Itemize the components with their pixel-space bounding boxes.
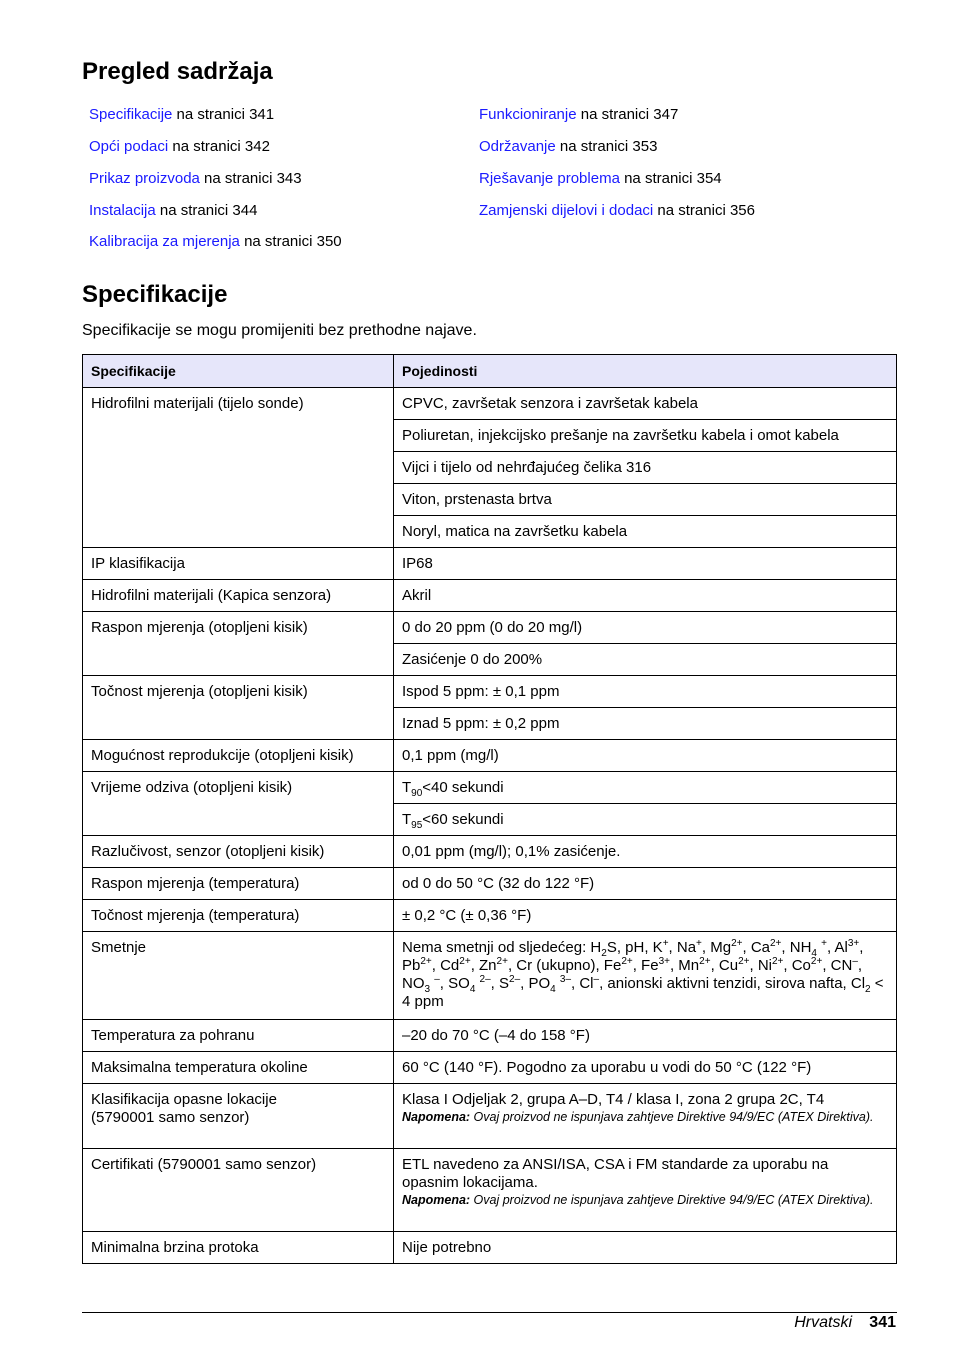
toc-link-rjesavanje-problema[interactable]: Rješavanje problema bbox=[479, 170, 620, 187]
spec-name: Raspon mjerenja (temperatura) bbox=[83, 868, 394, 900]
spec-name: Razlučivost, senzor (otopljeni kisik) bbox=[83, 836, 394, 868]
interference-text: , anionski aktivni tenzidi, sirova nafta, Cl bbox=[599, 975, 866, 992]
spec-name-line: (5790001 samo senzor) bbox=[91, 1109, 250, 1126]
table-row bbox=[83, 612, 897, 644]
spec-detail bbox=[394, 804, 897, 836]
interference-text: , CN bbox=[822, 957, 853, 974]
spec-name-line: Klasifikacija opasne lokacije bbox=[91, 1091, 277, 1108]
toc-item bbox=[89, 106, 274, 123]
detail-text: <60 sekundi bbox=[422, 811, 504, 828]
table-row bbox=[83, 548, 897, 580]
table-row bbox=[83, 1020, 897, 1052]
spec-intro: Specifikacije se mogu promijeniti bez prethodne najave. bbox=[82, 322, 477, 339]
superscript: 2+ bbox=[459, 956, 471, 967]
interference-text: , Cd bbox=[431, 957, 460, 974]
superscript: 2+ bbox=[770, 938, 782, 949]
superscript: 2+ bbox=[810, 956, 823, 967]
subscript: 2 bbox=[601, 948, 607, 959]
superscript: 2+ bbox=[420, 956, 432, 967]
table-row bbox=[83, 388, 897, 420]
spec-name: Temperatura za pohranu bbox=[83, 1020, 394, 1052]
table-row bbox=[83, 1232, 897, 1264]
interference-text: , Pb bbox=[402, 939, 864, 974]
table-row bbox=[83, 740, 897, 772]
spec-name: Hidrofilni materijali (tijelo sonde) bbox=[83, 388, 394, 548]
toc-item bbox=[89, 233, 342, 250]
superscript: 3+ bbox=[658, 956, 670, 967]
superscript: 2+ bbox=[731, 938, 743, 949]
toc-page-ref: na stranici 350 bbox=[239, 233, 342, 250]
interference-text: , S bbox=[490, 975, 510, 992]
spec-name: Mogućnost reprodukcije (otopljeni kisik) bbox=[83, 740, 394, 772]
interference-text: , Cu bbox=[710, 957, 739, 974]
superscript: 2+ bbox=[738, 956, 750, 967]
spec-detail: 0,01 ppm (mg/l); 0,1% zasićenje. bbox=[394, 836, 897, 868]
interference-text: , Fe bbox=[632, 957, 659, 974]
toc-link-opci-podaci[interactable]: Opći podaci bbox=[89, 138, 169, 155]
subscript: 2 bbox=[865, 984, 871, 995]
table-header-row bbox=[83, 355, 897, 388]
spec-name: Točnost mjerenja (otopljeni kisik) bbox=[83, 676, 394, 740]
column-header-pojedinosti: Pojedinosti bbox=[394, 355, 897, 388]
toc-link-odrzavanje[interactable]: Održavanje bbox=[479, 138, 556, 155]
toc-link-kalibracija[interactable]: Kalibracija za mjerenja bbox=[89, 233, 240, 250]
interference-text: Nema smetnji od sljedećeg: H bbox=[402, 939, 602, 956]
superscript: 2– bbox=[509, 974, 521, 985]
spec-name: Točnost mjerenja (temperatura) bbox=[83, 900, 394, 932]
table-row bbox=[83, 836, 897, 868]
toc-link-specifikacije[interactable]: Specifikacije bbox=[89, 106, 173, 123]
note-text: Ovaj proizvod ne ispunjava zahtjeve Direktive 94/9/EC (ATEX Direktiva). bbox=[470, 1110, 874, 1124]
spec-detail: ± 0,2 °C (± 0,36 °F) bbox=[394, 900, 897, 932]
spec-name: Hidrofilni materijali (Kapica senzora) bbox=[83, 580, 394, 612]
interference-text: , Ni bbox=[749, 957, 772, 974]
column-header-specifikacije: Specifikacije bbox=[83, 355, 394, 388]
spec-detail: Noryl, matica na završetku kabela bbox=[394, 516, 897, 548]
subscript: 90 bbox=[411, 788, 423, 799]
toc-page-ref: na stranici 354 bbox=[619, 170, 722, 187]
note-text: Ovaj proizvod ne ispunjava zahtjeve Direktive 94/9/EC (ATEX Direktiva). bbox=[470, 1193, 874, 1207]
interference-text: < 4 ppm bbox=[402, 975, 884, 1010]
spec-detail: IP68 bbox=[394, 548, 897, 580]
superscript: – bbox=[593, 974, 600, 985]
note bbox=[402, 1109, 888, 1125]
t-symbol: T bbox=[402, 811, 412, 828]
interference-text: , Ca bbox=[742, 939, 770, 956]
interference-text: , Mn bbox=[669, 957, 700, 974]
toc-item bbox=[479, 106, 678, 123]
toc-page-ref: na stranici 347 bbox=[576, 106, 679, 123]
interference-text: , Zn bbox=[470, 957, 497, 974]
spec-name: Maksimalna temperatura okoline bbox=[83, 1052, 394, 1084]
subscript: 4 bbox=[550, 984, 556, 995]
interference-text: , Mg bbox=[701, 939, 732, 956]
toc-link-instalacija[interactable]: Instalacija bbox=[89, 202, 156, 219]
toc-page-ref: na stranici 341 bbox=[172, 106, 275, 123]
spec-name bbox=[83, 1084, 394, 1149]
toc-item bbox=[479, 202, 755, 219]
t-symbol: T bbox=[402, 779, 412, 796]
note bbox=[402, 1192, 888, 1208]
toc-page-ref: na stranici 356 bbox=[653, 202, 755, 219]
toc-item bbox=[89, 170, 302, 187]
superscript: + bbox=[696, 938, 702, 949]
superscript: – bbox=[852, 956, 858, 967]
detail-text: ETL navedeno za ANSI/ISA, CSA i FM standarde za uporabu na opasnim lokacijama. bbox=[402, 1156, 829, 1191]
toc-item bbox=[479, 170, 722, 187]
interference-text: , SO bbox=[439, 975, 470, 992]
spec-name: Certifikati (5790001 samo senzor) bbox=[83, 1149, 394, 1232]
interference-text: S, pH, K bbox=[606, 939, 663, 956]
toc-item bbox=[89, 202, 257, 219]
toc-page-ref: na stranici 344 bbox=[155, 202, 258, 219]
spec-name: Raspon mjerenja (otopljeni kisik) bbox=[83, 612, 394, 676]
toc-page-ref: na stranici 353 bbox=[555, 138, 658, 155]
spec-name: Smetnje bbox=[83, 932, 394, 1020]
spec-detail: CPVC, završetak senzora i završetak kabela bbox=[394, 388, 897, 420]
toc-link-funkcioniranje[interactable]: Funkcioniranje bbox=[479, 106, 577, 123]
toc-item bbox=[479, 138, 657, 155]
detail-text: <40 sekundi bbox=[422, 779, 504, 796]
toc-title: Pregled sadržaja bbox=[82, 58, 273, 85]
spec-detail: Iznad 5 ppm: ± 0,2 ppm bbox=[394, 708, 897, 740]
superscript: + bbox=[821, 938, 827, 949]
spec-detail: Akril bbox=[394, 580, 897, 612]
spec-detail: 0 do 20 ppm (0 do 20 mg/l) bbox=[394, 612, 897, 644]
table-row bbox=[83, 1052, 897, 1084]
spec-detail: 0,1 ppm (mg/l) bbox=[394, 740, 897, 772]
spec-detail: Nije potrebno bbox=[394, 1232, 897, 1264]
spec-detail bbox=[394, 772, 897, 804]
toc-page-ref: na stranici 343 bbox=[199, 170, 302, 187]
interference-text: , Cl bbox=[571, 975, 594, 992]
interference-text: , NO bbox=[402, 957, 863, 992]
spec-detail: Vijci i tijelo od nehrđajućeg čelika 316 bbox=[394, 452, 897, 484]
detail-text: Klasa I Odjeljak 2, grupa A–D, T4 / klasa I, zona 2 grupa 2C, T4 bbox=[402, 1091, 825, 1108]
spec-detail: Poliuretan, injekcijsko prešanje na završetku kabela i omot kabela bbox=[394, 420, 897, 452]
spec-name: Vrijeme odziva (otopljeni kisik) bbox=[83, 772, 394, 836]
spec-name: Minimalna brzina protoka bbox=[83, 1232, 394, 1264]
spec-detail-interference bbox=[394, 932, 897, 1020]
note-label: Napomena: bbox=[402, 1110, 471, 1124]
spec-table bbox=[82, 354, 897, 1264]
subscript: 3 bbox=[424, 984, 431, 995]
toc-page-ref: na stranici 342 bbox=[168, 138, 270, 155]
spec-detail: 60 °C (140 °F). Pogodno za uporabu u vodi do 50 °C (122 °F) bbox=[394, 1052, 897, 1084]
footer-divider bbox=[82, 1312, 897, 1313]
toc-link-prikaz-proizvoda[interactable]: Prikaz proizvoda bbox=[89, 170, 200, 187]
spec-detail: Viton, prstenasta brtva bbox=[394, 484, 897, 516]
page-number: 341 bbox=[869, 1314, 896, 1331]
table-row bbox=[83, 1149, 897, 1232]
superscript: 3– bbox=[559, 974, 572, 985]
superscript: 2+ bbox=[496, 956, 508, 967]
interference-text: , Co bbox=[783, 957, 811, 974]
table-row bbox=[83, 868, 897, 900]
interference-text: , NH bbox=[781, 939, 812, 956]
toc-link-zamjenski-dijelovi[interactable]: Zamjenski dijelovi i dodaci bbox=[479, 202, 654, 219]
table-row bbox=[83, 580, 897, 612]
superscript: 2+ bbox=[621, 956, 633, 967]
spec-section-title: Specifikacije bbox=[82, 281, 228, 308]
note-label: Napomena: bbox=[402, 1193, 471, 1207]
interference-text: , Al bbox=[826, 939, 848, 956]
superscript: + bbox=[662, 938, 669, 949]
superscript: 2+ bbox=[699, 956, 711, 967]
toc-item bbox=[89, 138, 270, 155]
interference-text: , PO bbox=[520, 975, 551, 992]
table-row bbox=[83, 1084, 897, 1149]
table-row bbox=[83, 900, 897, 932]
subscript: 4 bbox=[469, 984, 476, 995]
subscript: 95 bbox=[411, 820, 423, 831]
superscript: – bbox=[434, 974, 440, 985]
spec-detail: Ispod 5 ppm: ± 0,1 ppm bbox=[394, 676, 897, 708]
spec-name: IP klasifikacija bbox=[83, 548, 394, 580]
subscript: 4 bbox=[811, 948, 817, 959]
spec-detail bbox=[394, 1149, 897, 1232]
superscript: 3+ bbox=[847, 938, 860, 949]
spec-detail: Zasićenje 0 do 200% bbox=[394, 644, 897, 676]
spec-detail: od 0 do 50 °C (32 do 122 °F) bbox=[394, 868, 897, 900]
interference-text: , Cr (ukupno), Fe bbox=[507, 957, 622, 974]
spec-detail bbox=[394, 1084, 897, 1149]
table-row bbox=[83, 676, 897, 708]
table-row bbox=[83, 932, 897, 1020]
table-row bbox=[83, 772, 897, 804]
interference-text: , Na bbox=[668, 939, 697, 956]
footer-language: Hrvatski bbox=[794, 1314, 852, 1331]
spec-detail: –20 do 70 °C (–4 do 158 °F) bbox=[394, 1020, 897, 1052]
superscript: 2+ bbox=[771, 956, 784, 967]
superscript: 2– bbox=[479, 974, 491, 985]
